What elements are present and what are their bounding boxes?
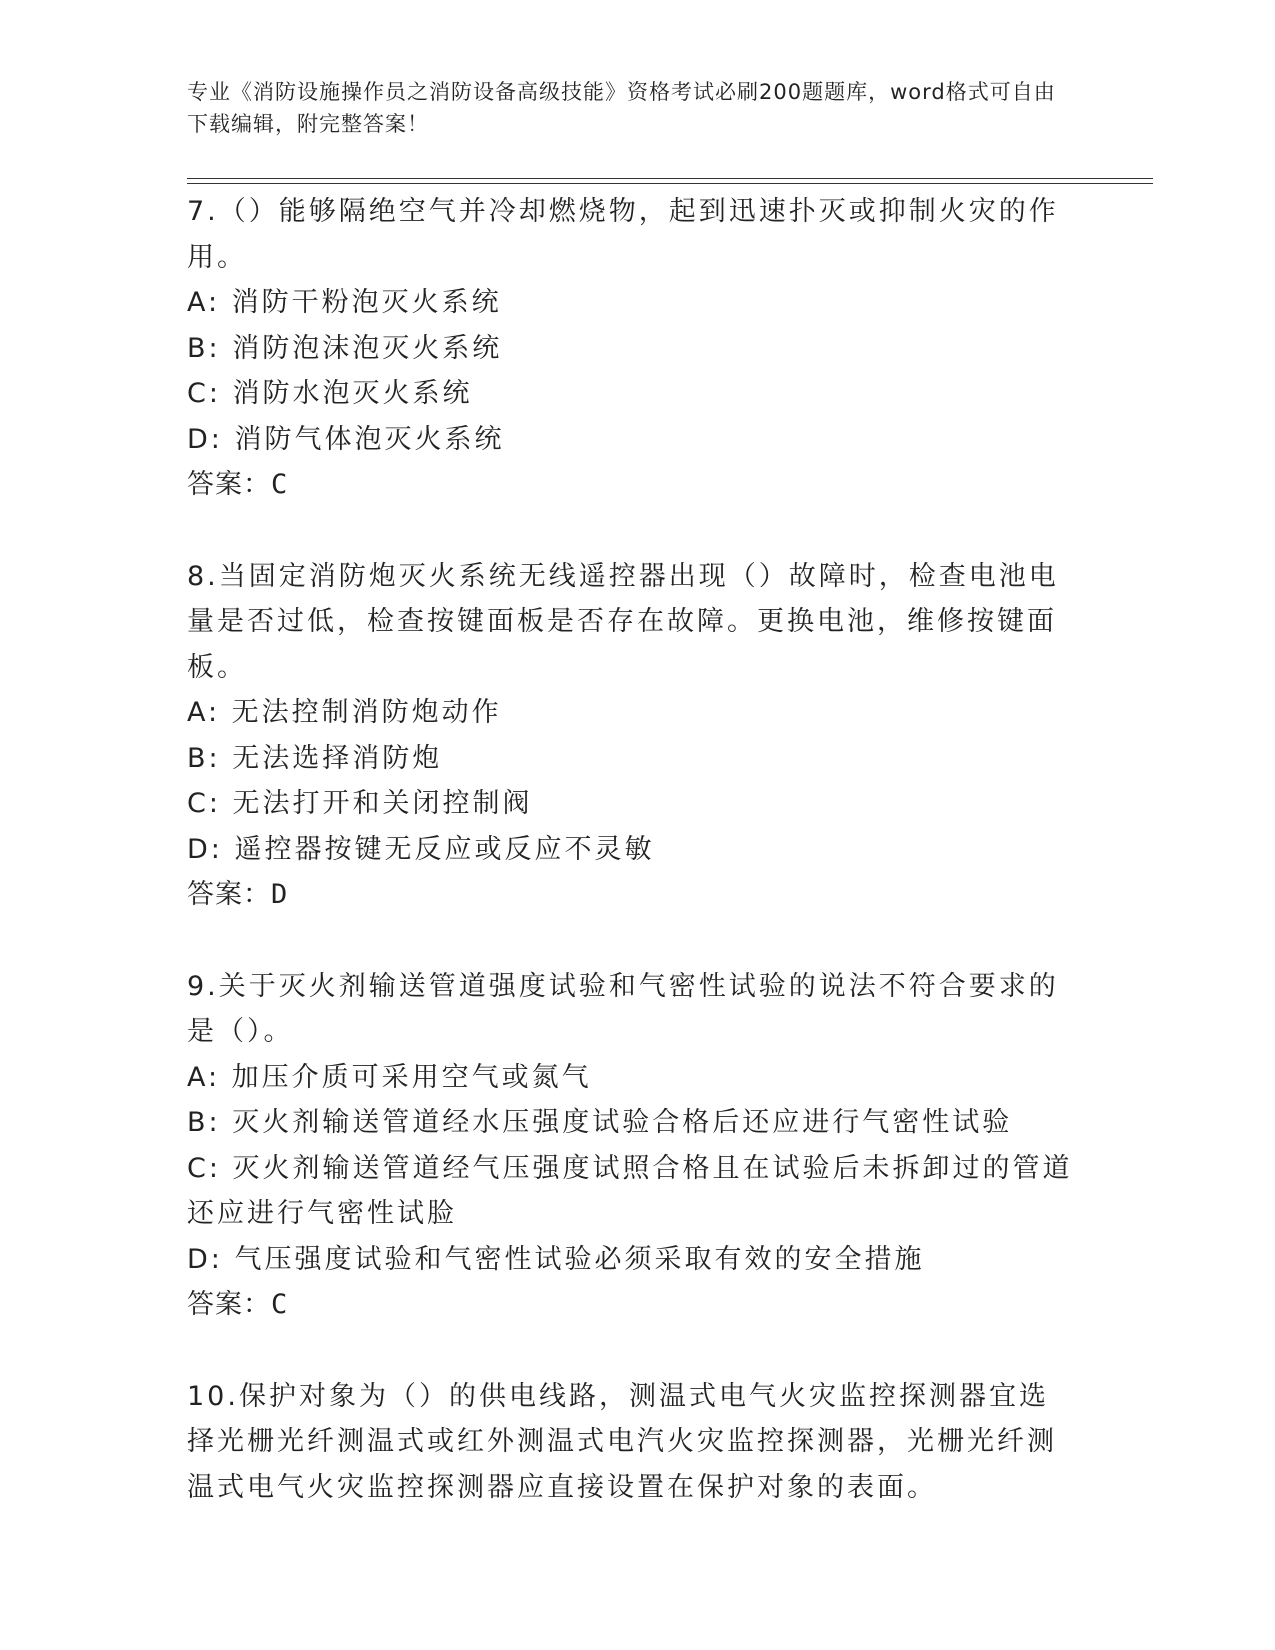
option-d: D: 气压强度试验和气密性试验必须采取有效的安全措施 [187, 1243, 925, 1275]
option-d: D: 遥控器按键无反应或反应不灵敏 [187, 833, 655, 865]
option-c: C: 灭火剂输送管道经气压强度试照合格且在试验后未拆卸过的管道还应进行气密性试脸 [187, 1152, 1073, 1229]
option-a: A: 消防干粉泡灭火系统 [187, 287, 502, 318]
option-b: B: 无法选择消防炮 [187, 742, 443, 774]
option-c: C: 消防水泡灭火系统 [187, 378, 473, 409]
answer-line [187, 872, 1077, 918]
option-a: A: 无法控制消防炮动作 [187, 697, 502, 728]
question-10 [187, 1374, 1077, 1511]
answer-label: 答案： [187, 879, 271, 910]
question-stem: 7.（）能够隔绝空气并冷却燃烧物，起到迅速扑灭或抑制火灾的作用。 [187, 196, 1059, 273]
option-b: B: 灭火剂输送管道经水压强度试验合格后还应进行气密性试验 [187, 1107, 1013, 1138]
answer-label: 答案： [187, 469, 271, 500]
question-7 [187, 189, 1077, 508]
question-8 [187, 554, 1077, 918]
question-list [187, 189, 1077, 1556]
answer-value: C [271, 1289, 289, 1320]
question-stem: 8.当固定消防炮灭火系统无线遥控器出现（）故障时，检查电池电量是否过低，检查按键面板是否存在故障。更换电池，维修按键面板。 [187, 560, 1059, 683]
option-d: D: 消防气体泡灭火系统 [187, 423, 505, 455]
answer-label: 答案： [187, 1289, 271, 1320]
header-divider-bottom [187, 183, 1153, 184]
document-intro: 专业《消防设施操作员之消防设备高级技能》资格考试必刷200题题库，word格式可自由下载编辑，附完整答案！ [187, 80, 1056, 136]
option-a: A: 加压介质可采用空气或氮气 [187, 1061, 592, 1093]
answer-value: C [271, 469, 289, 500]
answer-line [187, 1282, 1077, 1328]
option-b: B: 消防泡沫泡灭火系统 [187, 332, 503, 364]
answer-value: D [271, 879, 289, 910]
question-stem: 9.关于灭火剂输送管道强度试验和气密性试验的说法不符合要求的是（）。 [187, 970, 1059, 1047]
question-9 [187, 964, 1077, 1328]
answer-line [187, 462, 1077, 508]
header-divider-top [187, 178, 1153, 179]
option-c: C: 无法打开和关闭控制阀 [187, 788, 533, 819]
question-stem: 10.保护对象为（）的供电线路，测温式电气火灾监控探测器宜选择光栅光纤测温式或红外测温式电汽火灾监控探测器，光栅光纤测温式电气火灾监控探测器应直接设置在保护对象的表面。 [187, 1380, 1057, 1503]
